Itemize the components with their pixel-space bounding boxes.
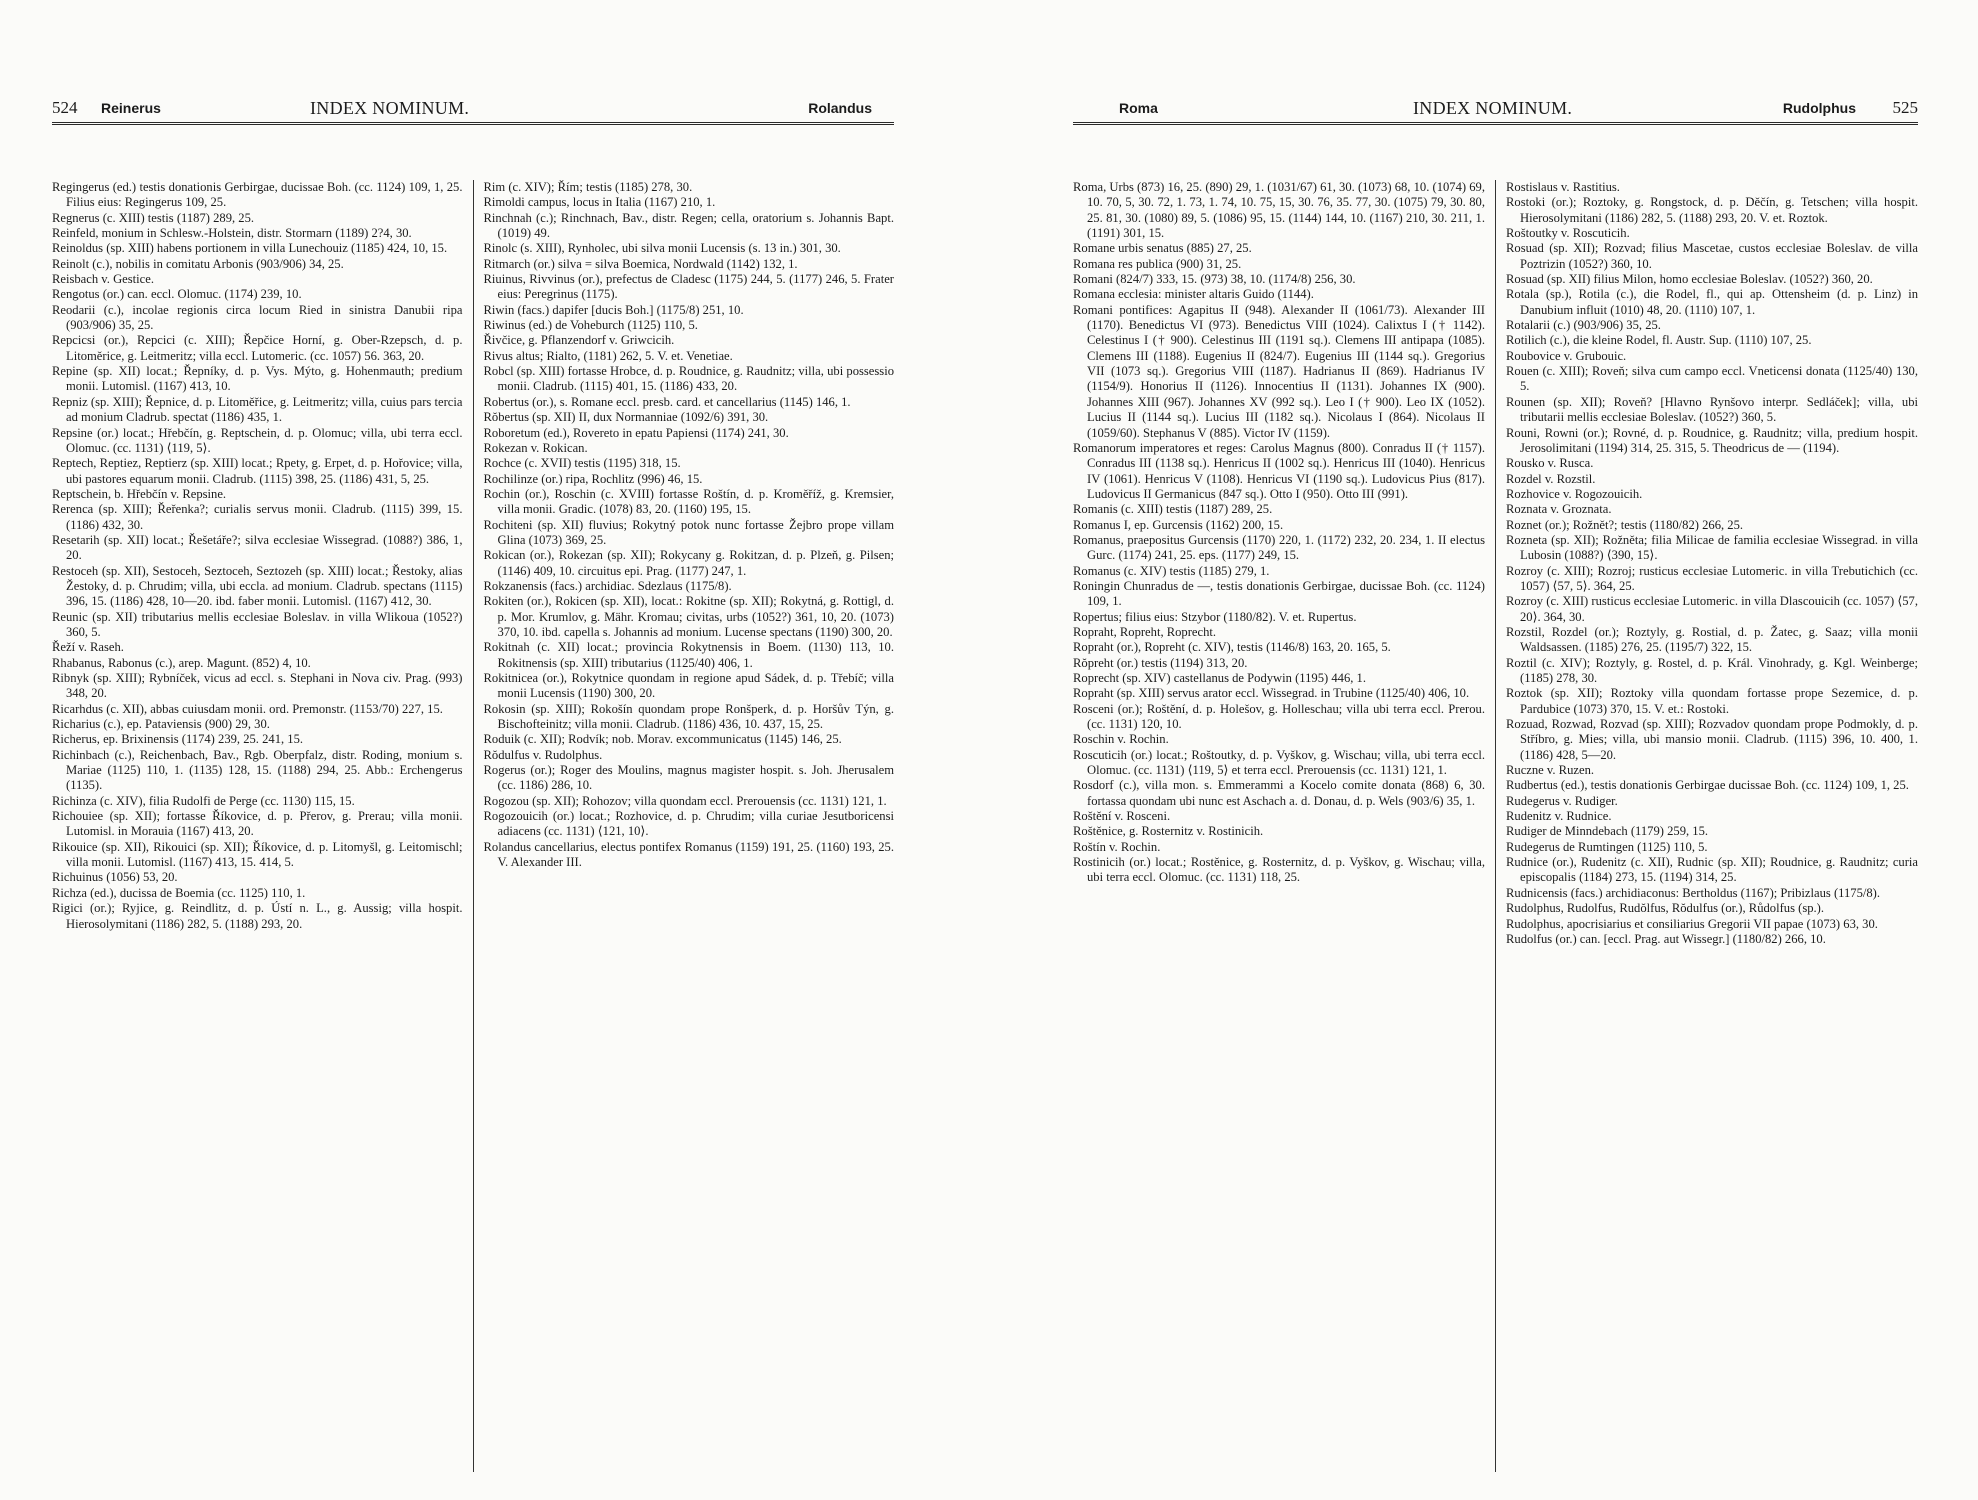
index-entry: Rozroy (c. XIII) rusticus ecclesiae Lutomeric. in villa Dlascouicih (cc. 1057) ⟨57, 20⟩. 364, 30. [1506,594,1918,624]
index-entry: Rigici (or.); Ryjice, g. Reindlitz, d. p. Ústí n. L., g. Aussig; villa hospit. Hierosolymitani (1186) 282, 5. (1188) 293, 20. [52,901,463,931]
index-entry: Ropraht (sp. XIII) servus arator eccl. Wissegrad. in Trubine (1125/40) 406, 10. [1073,686,1470,701]
index-entry: Romanis (c. XIII) testis (1187) 289, 25. [1073,502,1273,517]
index-entry: Repine (sp. XII) locat.; Řepníky, d. p. Vys. Mýto, g. Hohenmauth; predium monii. Lutomisl. (1167) 413, 10. [52,364,463,394]
index-entry: Rotala (sp.), Rotila (c.), die Rodel, fl., qui ap. Ottensheim (d. p. Linz) in Danubium influit (1010) 48, 20. (1110) 107, 1. [1506,287,1918,317]
index-entry: Rosuad (sp. XII); Rozvad; filius Mascetae, custos ecclesiae Boleslav. de villa Poztrizin (1052?) 360, 10. [1506,241,1918,271]
index-entry: Reinoldus (sp. XIII) habens portionem in villa Lunechouiz (1185) 424, 10, 15. [52,241,448,256]
index-entry: Roprecht (sp. XIV) castellanus de Podywin (1195) 446, 1. [1073,671,1366,685]
index-entry: Roštění v. Rosceni. [1073,809,1171,824]
index-entry: Romani (824/7) 333, 15. (973) 38, 10. (1174/8) 256, 30. [1073,272,1356,287]
index-entry: Richinza (c. XIV), filia Rudolfi de Perge (cc. 1130) 115, 15. [52,793,355,808]
index-entry: Roboretum (ed.), Rovereto in epatu Papiensi (1174) 241, 30. [483,425,789,440]
index-entry: Rousko v. Rusca. [1506,456,1594,471]
index-entry: Rostislaus v. Rastitius. [1506,180,1620,194]
index-entry: Rŏdulfus v. Rudolphus. [483,747,603,762]
running-header [1073,92,1918,125]
index-entry: Romana res publica (900) 31, 25. [1073,256,1242,271]
index-entry: Rosuad (sp. XII) filius Milon, homo ecclesiae Boleslav. (1052?) 360, 20. [1506,272,1873,287]
index-entry: Robcl (sp. XIII) fortasse Hrobce, d. p. Roudnice, g. Raudnitz; villa, ubi possessio monii. Cladrub. (1115) 401, 15. (1186) 433, 20. [483,364,894,394]
index-entry: Rudolphus, Rudolfus, Rudŏlfus, Rŏdulfus (or.), Růdolfus (sp.). [1506,901,1825,916]
right-page [1073,92,1918,1472]
index-entry: Regingerus (ed.) testis donationis Gerbirgae, ducissae Boh. (cc. 1124) 109, 1, 25. Filius eius: Regingerus 109, 25. [52,180,463,210]
index-entry: Řeží v. Raseh. [52,640,124,655]
index-column-1 [52,180,473,1472]
index-entry: Roubovice v. Grubouic. [1506,348,1627,363]
index-entry: Rouni, Rowni (or.); Rovné, d. p. Roudnice, g. Raudnitz; villa, predium hospit. Jerosolimitani (1194) 314, 25. 315, 5. Theodricus de — (1194). [1506,425,1918,455]
index-entry: Roduik (c. XII); Rodvík; nob. Morav. excommunicatus (1145) 146, 25. [483,732,842,747]
index-entry: Repniz (sp. XIII); Řepnice, d. p. Litoměřice, g. Leitmeritz; villa, cuius pars tercia ad monium Cladrub. spectat (1186) 435, 1. [52,394,463,425]
index-entry: Rosceni (or.); Roštění, d. p. Holešov, g. Holleschau; villa ubi terra eccl. Prerou. (cc. 1131) 120, 10. [1073,701,1485,732]
index-entry: Richerus, ep. Brixinensis (1174) 239, 25. 241, 15. [52,732,304,747]
index-entry: Rozstil, Rozdel (or.); Roztyly, g. Rostial, d. p. Žatec, g. Saaz; villa monii Waldsassen. (1185) 276, 25. (1195/7) 322, 15. [1506,624,1918,655]
index-entry: Roschin v. Rochin. [1073,732,1169,747]
index-entry: Rostoki (or.); Roztoky, g. Rongstock, d. p. Děčín, g. Tetschen; villa hospit. Hierosolymitani (1186) 282, 5. (1188) 293, 20. V. et. Roztok. [1506,195,1918,225]
index-entry: Resetarih (sp. XII) locat.; Řešetáře?; silva ecclesiae Wissegrad. (1088?) 386, 1, 20. [52,532,463,563]
index-entry: Reinolt (c.), nobilis in comitatu Arbonis (903/906) 34, 25. [52,256,344,271]
index-column-1 [1073,180,1495,1472]
index-title: INDEX NOMINUM. [1413,98,1573,118]
index-columns [1073,180,1918,1472]
left-page [52,92,894,1472]
index-entry: Rudegerus de Rumtingen (1125) 110, 5. [1506,839,1708,854]
page-number: 525 [1892,98,1918,117]
index-entry: Rochin (or.), Roschin (c. XVIII) fortasse Roštín, d. p. Kroměříž, g. Kremsier, villa monii. Gradic. (1078) 83, 20. (1160) 195, 15. [483,486,894,517]
index-entry: Ropertus; filius eius: Stzybor (1180/82). V. et. Rupertus. [1073,609,1357,624]
index-entry: Rikouice (sp. XII), Rikouici (sp. XII); Říkovice, d. p. Litomyšl, g. Leitomischl; villa monii. Lutomisl. (1167) 413, 15. 414, 5. [52,839,463,870]
index-entry: Roznet (or.); Rožnět?; testis (1180/82) 266, 25. [1506,517,1744,532]
index-entry: Richuinus (1056) 53, 20. [52,870,178,885]
index-entry: Rostinicih (or.) locat.; Rostěnice, g. Rosternitz, d. p. Vyškov, g. Wischau; villa, ubi terra eccl. Olomuc. (cc. 1131) 118, 25. [1073,855,1485,885]
index-entry: Rudegerus v. Rudiger. [1506,793,1618,808]
first-lemma: Reinerus [101,100,161,116]
index-entry: Rouen (c. XIII); Roveň; silva cum campo eccl. Vneticensi donata (1125/40) 130, 5. [1506,364,1918,394]
index-entry: Rerenca (sp. XIII); Řeřenka?; curialis servus monii. Cladrub. (1115) 399, 15. (1186) 432, 30. [52,502,463,532]
index-entry: Rengotus (or.) can. eccl. Olomuc. (1174) 239, 10. [52,287,302,302]
index-entry: Riuinus, Rivvinus (or.), prefectus de Cladesc (1175) 244, 5. (1177) 246, 5. Frater eius: Peregrinus (1175). [483,272,894,302]
index-entry: Richinbach (c.), Reichenbach, Bav., Rgb. Oberpfalz, distr. Roding, monium s. Mariae (1125) 110, 1. (1135) 128, 15. (1188) 294, 25. Abb.: Erchengerus (1135). [52,747,463,793]
index-entry: Rudnicensis (facs.) archidiaconus: Bertholdus (1167); Pribizlaus (1175/8). [1506,885,1880,900]
index-entry: Richouiee (sp. XII); fortasse Říkovice, d. p. Přerov, g. Prerau; villa monii. Lutomisl. in Morauia (1167) 413, 20. [52,809,463,839]
index-entry: Romani pontifices: Agapitus II (948). Alexander II (1061/73). Alexander III (1170). Benedictus VI (973). Benedictus VIII (1024). Calixtus I († 1142). Celestinus I († 900). Celestinus III (1191 sq.). Clemens III antipapa (1085). Clemens III (1188). Eugenius II (824/7). Eugenius III (1144 sq.). Gregorius VII (1073 sq.). Gregorius VIII (1187). Hadrianus II (869). Hadrianus IV (1154/9). Honorius II (1126). Innocentius II (1131). Johannes IX (900). Johannes XIII (967). Johannes XV (992 sq.). Leo I († 900). Leo IX (1052). Lucius II (1144 sq.). Lucius III (1182 sq.). Nicolaus I (864). Nicolaus II (1059/60). Stephanus V (885). Victor IV (1159). [1073,302,1485,440]
index-entry: Robertus (or.), s. Romane eccl. presb. card. et cancellarius (1145) 146, 1. [483,394,851,409]
index-entry: Rudnice (or.), Rudenitz (c. XII), Rudnic (sp. XII); Roudnice, g. Raudnitz; curia episcopalis (1184) 273, 15. (1194) 314, 25. [1506,855,1918,885]
index-entry: Rotilich (c.), die kleine Rodel, fl. Austr. Sup. (1110) 107, 25. [1506,333,1812,348]
index-entry: Rŏbertus (sp. XII) II, dux Normanniae (1092/6) 391, 30. [483,410,769,425]
index-entry: Rogozouicih (or.) locat.; Rozhovice, d. p. Chrudim; villa curiae Jesutboricensi adiacens (cc. 1131) ⟨121, 10⟩. [483,809,894,839]
index-entry: Reunic (sp. XII) tributarius mellis ecclesiae Boleslav. in villa Wlikoua (1052?) 360, 5. [52,609,463,639]
index-entry: Rozroy (c. XIII); Rozroj; rusticus ecclesiae Lutomeric. in villa Trebutichich (cc. 1057) ⟨57, 5⟩. 364, 25. [1506,563,1918,593]
index-entry: Rokosin (sp. XIII); Rokošín quondam prope Ronšperk, d. p. Horšův Týn, g. Bischofteinitz; villa monii. Cladrub. (1186) 436, 10. 437, 15, 25. [483,701,894,732]
index-entry: Regnerus (c. XIII) testis (1187) 289, 25. [52,210,255,225]
index-entry: Riwinus (ed.) de Voheburch (1125) 110, 5. [483,318,698,333]
index-entry: Rinchnah (c.); Rinchnach, Bav., distr. Regen; cella, oratorium s. Johannis Bapt. (1019) 49. [483,210,894,241]
index-entry: Rokitnah (c. XII) locat.; provincia Rokytnensis in Boem. (1130) 113, 10. Rokitnensis (sp. XIII) tributarius (1125/40) 406, 1. [483,640,894,670]
index-entry: Rogozou (sp. XII); Rohozov; villa quondam eccl. Prerouensis (cc. 1131) 121, 1. [483,793,887,808]
index-column-2 [1495,180,1918,1472]
index-entry: Rounen (sp. XII); Roveň? [Hlavno Rynšovo interpr. Sedláček]; villa, ubi tributarii mellis ecclesiae Boleslav. (1052?) 360, 5. [1506,394,1918,425]
index-entry: Rochilinze (or.) ripa, Rochlitz (996) 46, 15. [483,471,703,486]
index-entry: Rozuad, Rozwad, Rozvad (sp. XIII); Rozvadov quondam prope Podmokly, d. p. Stříbro, g. Mies; villa, ubi mansio monii. Cladrub. (1115) 396, 10. 400, 1. (1186) 428, 5—20. [1506,717,1918,762]
index-entry: Rosdorf (c.), villa mon. s. Emmerammi a Kocelo comite donata (868) 6, 30. fortassa quondam ubi nunc est Aschach a. d. Donau, d. p. Wels (903/6) 35, 1. [1073,778,1485,808]
index-entry: Rozdel v. Rozstil. [1506,471,1596,486]
index-entry: Romanus (c. XIV) testis (1185) 279, 1. [1073,563,1270,578]
index-entry: Rozneta (sp. XII); Rožněta; filia Milicae de familia ecclesiae Wissegrad. in villa Lubosin (1088?) ⟨390, 15⟩. [1506,532,1918,563]
index-entry: Roštoutky v. Roscuticih. [1506,226,1630,241]
index-entry: Roztok (sp. XII); Roztoky villa quondam fortasse prope Sezemice, d. p. Pardubice (1073) 370, 15. V. et.: Rostoki. [1506,686,1918,716]
index-column-2 [473,180,895,1472]
index-entry: Restoceh (sp. XII), Sestoceh, Seztoceh, Seztozeh (sp. XIII) locat.; Řestoky, alias Žestoky, d. p. Chrudim; villa, ubi eccla. ad monium. Cladrub. spectans (1115) 396, 15. (1186) 428, 10—20. ibd. faber monii. Lutomisl. (1167) 412, 30. [52,563,463,609]
index-entry: Rokitnicea (or.), Rokytnice quondam in regione apud Sádek, d. p. Třebíč; villa monii Lucensis (1190) 300, 20. [483,671,894,701]
index-entry: Rŏpreht (or.) testis (1194) 313, 20. [1073,655,1248,670]
index-entry: Roningin Chunradus de —, testis donationis Gerbirgae, ducissae Boh. (cc. 1124) 109, 1. [1073,578,1485,609]
index-entry: Ribnyk (sp. XIII); Rybníček, vicus ad eccl. s. Stephani in Nova civ. Prag. (993) 348, 20. [52,671,463,701]
index-entry: Rochce (c. XVII) testis (1195) 318, 15. [483,456,681,471]
index-entry: Rim (c. XIV); Řím; testis (1185) 278, 30. [483,180,693,194]
index-entry: Richza (ed.), ducissa de Boemia (cc. 1125) 110, 1. [52,885,306,900]
index-entry: Riwin (facs.) dapifer [ducis Boh.] (1175/8) 251, 10. [483,302,744,317]
index-entry: Rolandus cancellarius, electus pontifex Romanus (1159) 191, 25. (1160) 193, 25. V. Alexander III. [483,839,894,870]
index-entry: Roznata v. Groznata. [1506,502,1612,517]
index-entry: Rudiger de Minndebach (1179) 259, 15. [1506,824,1709,839]
index-entry: Ropraht, Ropreht, Roprecht. [1073,624,1217,639]
index-title: INDEX NOMINUM. [310,98,470,118]
index-entry: Romanus I, ep. Gurcensis (1162) 200, 15. [1073,517,1284,532]
index-entry: Rimoldi campus, locus in Italia (1167) 210, 1. [483,195,716,210]
index-entry: Roštín v. Rochin. [1073,839,1161,854]
index-entry: Roma, Urbs (873) 16, 25. (890) 29, 1. (1031/67) 61, 30. (1073) 68, 10. (1074) 69, 10. 70, 5, 30. 72, 1. 73, 1. 74, 10. 75, 15, 30. 76, 35. 77, 30. (1075) 79, 30. 80, 25. 81, 30. (1080) 89, 5. (1086) 95, 15. (1144) 144, 10. (1167) 210, 30. 211, 1. (1191) 301, 15. [1073,180,1485,241]
index-entry: Reodarii (c.), incolae regionis circa locum Ried in sinistra Danubii ripa (903/906) 35, 25. [52,302,463,333]
index-entry: Rhabanus, Rabonus (c.), arep. Magunt. (852) 4, 10. [52,655,311,670]
last-lemma: Rudolphus [1782,100,1856,116]
index-entry: Rozhovice v. Rogozouicih. [1506,486,1643,501]
index-entry: Rivus altus; Rialto, (1181) 262, 5. V. et. Venetiae. [483,348,733,363]
index-entry: Roztil (c. XIV); Roztyly, g. Rostel, d. p. Král. Vinohrady, g. Kgl. Weinberge; (1185) 278, 30. [1506,655,1918,685]
last-lemma: Rolandus [808,100,872,116]
index-entry: Rochiteni (sp. XII) fluvius; Rokytný potok nunc fortasse Žejbro prope villam Glina (1073) 369, 25. [483,517,894,547]
index-entry: Ritmarch (or.) silva = silva Boemica, Nordwald (1142) 132, 1. [483,256,798,271]
index-entry: Romana ecclesia: minister altaris Guido (1144). [1073,287,1314,302]
index-entry: Rokezan v. Rokican. [483,440,588,455]
first-lemma: Roma [1119,100,1158,116]
index-entry: Rokiten (or.), Rokicen (sp. XII), locat.: Rokitne (sp. XII); Rokytná, g. Rottigl, d. p. Mor. Krumlov, g. Mähr. Kromau; civitas, urbs (1052?) 361, 10, 20. (1073) 370, 10. ibd. capella s. Johannis ad monium. Lucense spectans (1190) 300, 20. [483,594,894,639]
index-entry: Reptschein, b. Hřebčín v. Repsine. [52,486,227,501]
index-entry: Rokican (or.), Rokezan (sp. XII); Rokycany g. Rokitzan, d. p. Plzeň, g. Pilsen; (1146) 409, 10. circuitus epi. Prag. (1177) 247, 1. [483,548,894,578]
index-entry: Řivčice, g. Pflanzendorf v. Griwcicih. [483,333,675,348]
index-entry: Repcicsi (or.), Repcici (c. XIII); Řepčice Horní, g. Ober-Rzepsch, d. p. Litoměrice, g. Leitmeritz; villa eccl. Lutomeric. (cc. 1057) 56. 363, 20. [52,333,463,363]
page-number: 524 [52,98,78,117]
index-entry: Reptech, Reptiez, Reptierz (sp. XIII) locat.; Rpety, g. Erpet, d. p. Hořovice; villa, ubi pastores equarum monii. Cladrub. (1115) 398, 25. (1186) 431, 5, 25. [52,456,463,486]
index-entry: Reisbach v. Gestice. [52,272,154,287]
index-entry: Rudbertus (ed.), testis donationis Gerbirgae ducissae Boh. (cc. 1124) 109, 1, 25. [1506,778,1909,793]
index-columns [52,180,894,1472]
index-entry: Romane urbis senatus (885) 27, 25. [1073,241,1252,256]
index-entry: Rogerus (or.); Roger des Moulins, magnus magister hospit. s. Joh. Jherusalem (cc. 1186) 286, 10. [483,763,894,793]
index-entry: Ropraht (or.), Ropreht (c. XIV), testis (1146/8) 163, 20. 165, 5. [1073,640,1391,655]
index-entry: Rinolc (s. XIII), Rynholec, ubi silva monii Lucensis (s. 13 in.) 301, 30. [483,241,841,256]
index-entry: Rokzanensis (facs.) archidiac. Sdezlaus (1175/8). [483,578,732,593]
index-entry: Ricarhdus (c. XII), abbas cuiusdam monii. ord. Premonstr. (1153/70) 227, 15. [52,701,443,716]
index-entry: Rudolfus (or.) can. [eccl. Prag. aut Wissegr.] (1180/82) 266, 10. [1506,931,1826,946]
index-entry: Rudolphus, apocrisiarius et consiliarius Gregorii VII papae (1073) 63, 30. [1506,916,1878,931]
index-entry: Romanorum imperatores et reges: Carolus Magnus (800). Conradus II († 1157). Conradus III (1138 sq.). Henricus II (1002 sq.). Henricus III (1040). Henricus IV (1061). Henricus V (1108). Henricus VI (1190 sq.). Ludovicus Pius (817). Ludovicus II Germanicus (847 sq.). Otto I (950). Otto III (991). [1073,440,1485,501]
index-entry: Roscuticih (or.) locat.; Roštoutky, d. p. Vyškov, g. Wischau; villa, ubi terra eccl. Olomuc. (cc. 1131) ⟨119, 5⟩ et terra eccl. Prerouensis (cc. 1131) 121, 1. [1073,747,1485,778]
running-header [52,92,894,125]
index-entry: Ruczne v. Ruzen. [1506,763,1595,778]
index-entry: Richarius (c.), ep. Pataviensis (900) 29, 30. [52,717,270,732]
index-entry: Reinfeld, monium in Schlesw.-Holstein, distr. Stormarn (1189) 2?4, 30. [52,226,412,241]
index-entry: Romanus, praepositus Gurcensis (1170) 220, 1. (1172) 232, 20. 234, 1. II electus Gurc. (1174) 241, 25. eps. (1177) 249, 15. [1073,532,1485,563]
index-entry: Repsine (or.) locat.; Hřebčín, g. Reptschein, d. p. Olomuc; villa, ubi terra eccl. Olomuc. (cc. 1131) ⟨119, 5⟩. [52,425,463,455]
index-entry: Roštěnice, g. Rosternitz v. Rostinicih. [1073,824,1264,839]
index-entry: Rotalarii (c.) (903/906) 35, 25. [1506,318,1661,333]
index-entry: Rudenitz v. Rudnice. [1506,809,1612,824]
